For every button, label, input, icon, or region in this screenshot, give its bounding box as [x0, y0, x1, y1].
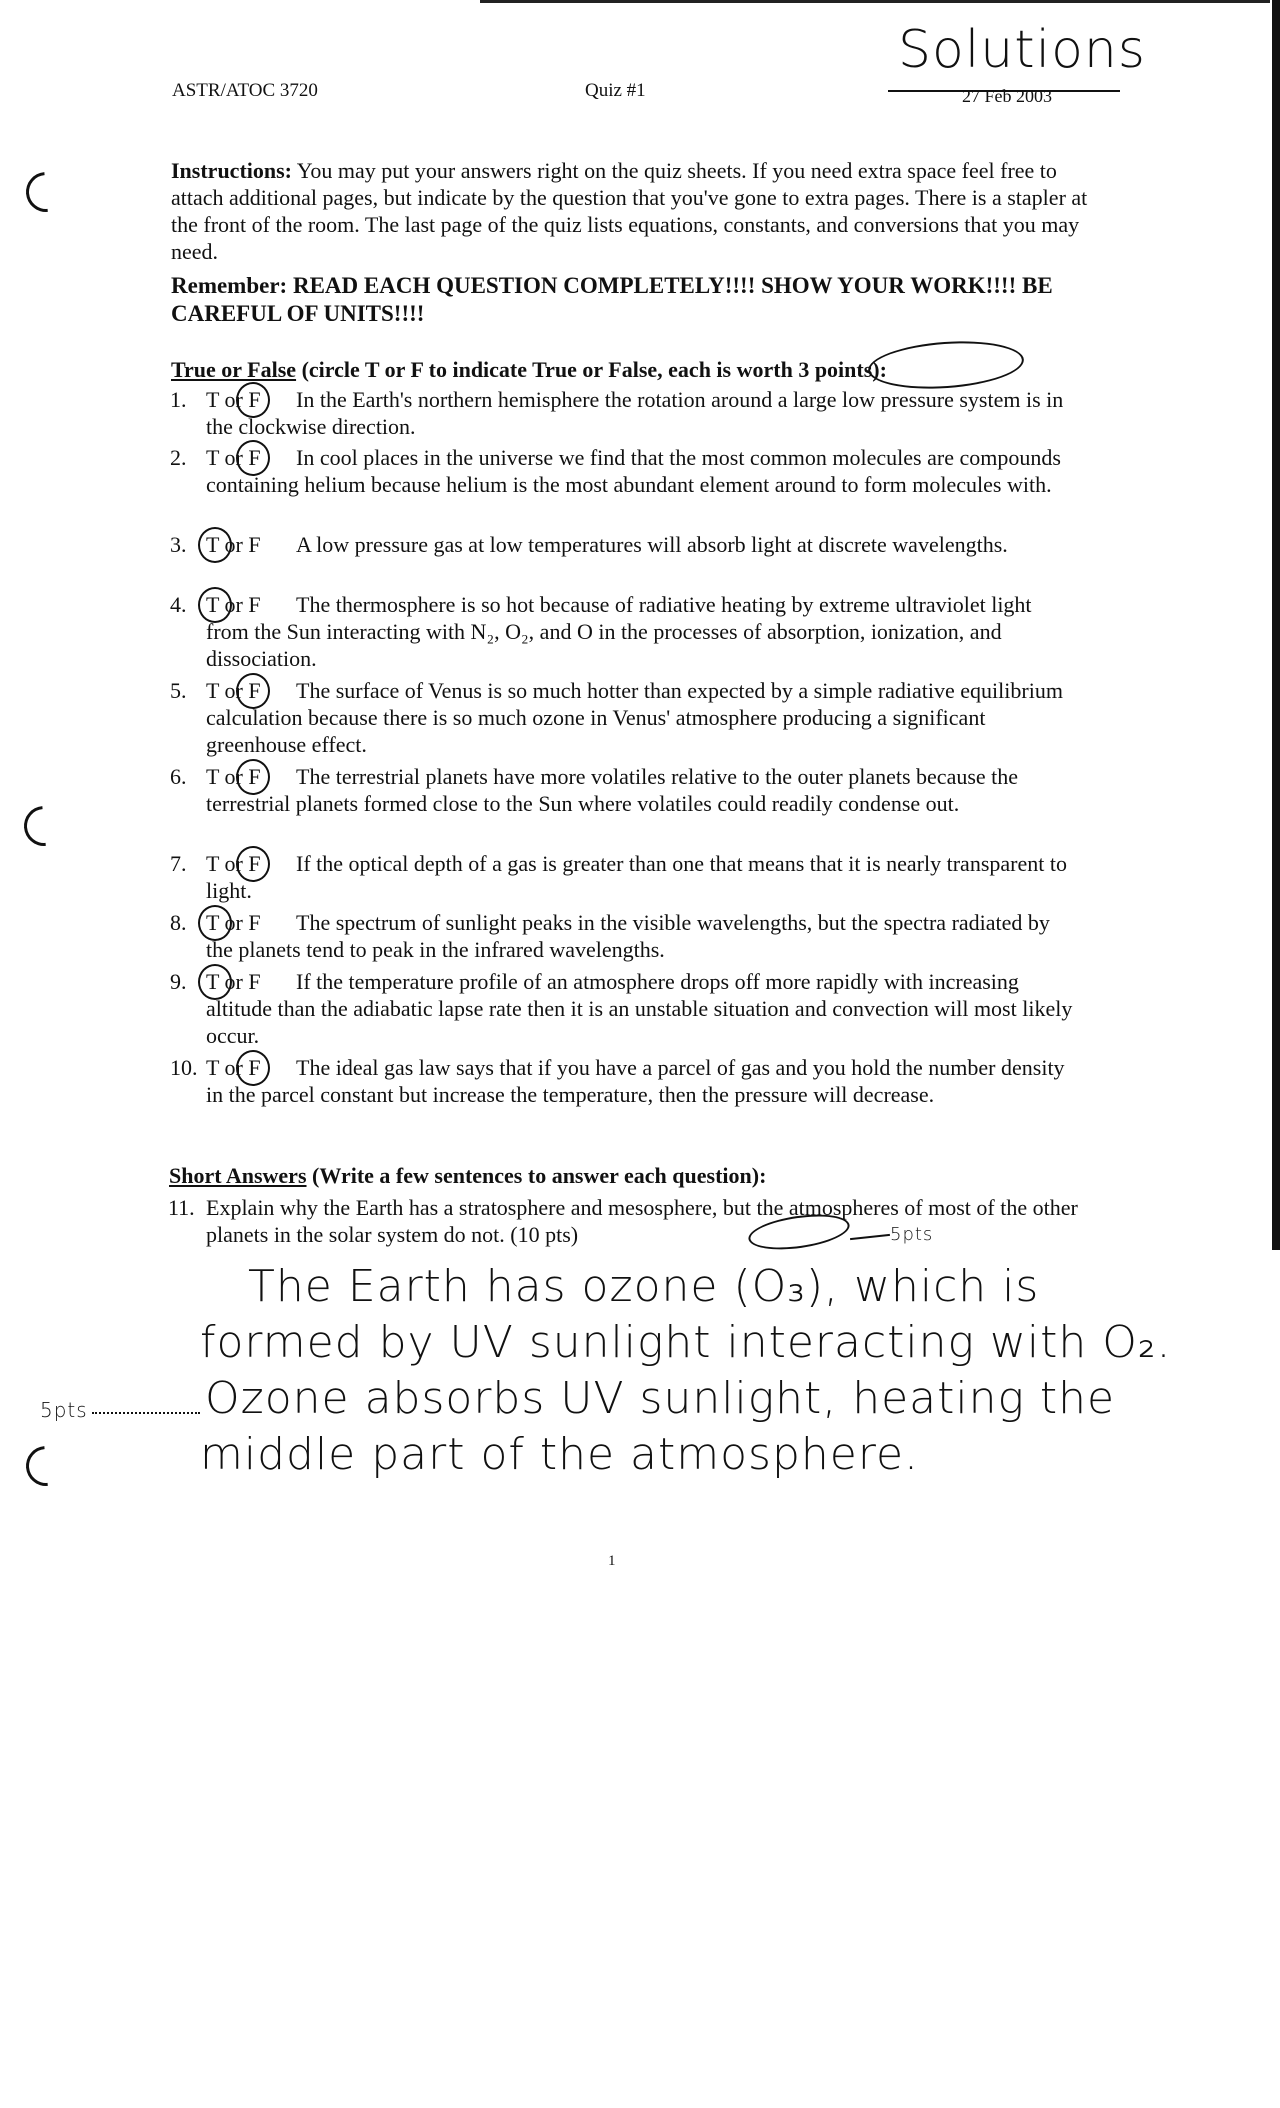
- margin-note-pts-left: 5pts: [40, 1398, 88, 1422]
- question-number: 6.: [170, 764, 187, 789]
- choice-t-or-f: T or F: [206, 764, 261, 789]
- question-text: In the Earth's northern hemisphere the rotation around a large low pressure system is in the clockwise direction.: [206, 387, 1064, 439]
- quiz-label: Quiz #1: [585, 80, 646, 101]
- question-8: [170, 909, 1075, 963]
- answer-circle-f: [236, 440, 270, 476]
- margin-check-mark: [18, 1438, 74, 1494]
- short-answers-title: Short Answers: [169, 1163, 307, 1188]
- answer-line-4: middle part of the atmosphere.: [200, 1429, 920, 1480]
- remember-note: Remember: READ EACH QUESTION COMPLETELY!!!! SHOW YOUR WORK!!!! BE CAREFUL OF UNITS!!!!: [171, 273, 1053, 326]
- instructions-label: Instructions:: [171, 158, 293, 183]
- margin-check-mark: [16, 798, 72, 854]
- question-3: [170, 531, 1075, 558]
- page-number: 1: [608, 1553, 616, 1569]
- choice-t-or-f: T or F: [206, 532, 261, 557]
- margin-check-mark: [18, 164, 74, 220]
- choice-t-or-f: T or F: [206, 969, 261, 994]
- question-text: The ideal gas law says that if you have a parcel of gas and you hold the number density in the parcel constant but increase the temperature, then the pressure will decrease.: [206, 1055, 1065, 1107]
- answer-circle-f: [236, 673, 270, 709]
- short-answers-heading: [169, 1163, 766, 1189]
- short-answers-subtitle: (Write a few sentences to answer each question):: [312, 1163, 767, 1188]
- choice-t-or-f: T or F: [206, 592, 261, 617]
- scan-right-edge: [1272, 0, 1280, 1250]
- true-false-title: True or False: [171, 357, 297, 382]
- answer-circle-f: [236, 382, 270, 418]
- question-number: 4.: [170, 592, 187, 617]
- question-7: [170, 850, 1075, 904]
- choice-t-or-f: T or F: [206, 387, 261, 412]
- instructions-text: You may put your answers right on the quiz sheets. If you need extra space feel free to attach additional pages, but indicate by the question that you've gone to extra pages. There is a stapler at the front of the room. The last page of the quiz lists equations, constants, and conversions that you may need.: [171, 158, 1088, 264]
- question-1: [170, 386, 1075, 440]
- choice-t-or-f: T or F: [206, 1055, 261, 1080]
- scan-top-edge: [480, 0, 1270, 3]
- question-text: The spectrum of sunlight peaks in the visible wavelengths, but the spectra radiated by the planets tend to peak in the infrared wavelengths.: [206, 910, 1050, 962]
- question-text: A low pressure gas at low temperatures will absorb light at discrete wavelengths.: [296, 532, 1008, 557]
- question-text: The terrestrial planets have more volatiles relative to the outer planets because the terrestrial planets formed close to the Sun where volatiles could readily condense out.: [206, 764, 1019, 816]
- answer-circle-t: [198, 905, 232, 941]
- quiz-date: 27 Feb 2003: [962, 86, 1052, 106]
- question-text: Explain why the Earth has a stratosphere and mesosphere, but the atmospheres of most of the other planets in the solar system do not. (10 pts): [206, 1195, 1078, 1247]
- question-text: If the temperature profile of an atmosphere drops off more rapidly with increasing altitude than the adiabatic lapse rate then it is an unstable situation and convection will most likely occur.: [206, 969, 1073, 1048]
- question-number: 11.: [168, 1195, 195, 1220]
- choice-t-or-f: T or F: [206, 678, 261, 703]
- choice-t-or-f: T or F: [206, 910, 261, 935]
- margin-note-pts-top: 5pts: [890, 1224, 934, 1245]
- course-label: ASTR/ATOC 3720: [172, 80, 318, 101]
- answer-line-2: formed by UV sunlight interacting with O₂.: [200, 1317, 1172, 1368]
- question-number: 2.: [170, 445, 187, 470]
- answer-circle-f: [236, 759, 270, 795]
- solutions-handwritten: Solutions: [898, 20, 1146, 80]
- instructions-block: [171, 157, 1111, 265]
- question-9: [170, 968, 1075, 1049]
- question-text: The thermosphere is so hot because of radiative heating by extreme ultraviolet light from the Sun interacting with N₂, O₂, and O in the processes of absorption, ionization, and dissociation.: [206, 592, 1032, 671]
- answer-line-1: The Earth has ozone (O₃), which is: [248, 1261, 1040, 1312]
- choice-t-or-f: T or F: [206, 851, 261, 876]
- answer-circle-t: [198, 964, 232, 1000]
- question-text: In cool places in the universe we find that the most common molecules are compounds containing helium because helium is the most abundant element around to form molecules with.: [206, 445, 1061, 497]
- points-circle-annotation: [867, 337, 1026, 394]
- question-number: 1.: [170, 387, 187, 412]
- question-6: [170, 763, 1075, 817]
- question-number: 5.: [170, 678, 187, 703]
- choice-t-or-f: T or F: [206, 445, 261, 470]
- question-10: [170, 1054, 1075, 1108]
- question-number: 10.: [170, 1055, 198, 1080]
- question-4: [170, 591, 1075, 672]
- question-number: 9.: [170, 969, 187, 994]
- answer-line-3: Ozone absorbs UV sunlight, heating the: [205, 1373, 1116, 1424]
- question-text: If the optical depth of a gas is greater than one that means that it is nearly transparent to light.: [206, 851, 1067, 903]
- annotation-arrow-left: [92, 1412, 200, 1414]
- answer-circle-t: [198, 587, 232, 623]
- question-number: 3.: [170, 532, 187, 557]
- question-number: 8.: [170, 910, 187, 935]
- true-false-heading: [171, 357, 887, 383]
- answer-circle-f: [236, 846, 270, 882]
- answer-circle-f: [236, 1050, 270, 1086]
- question-11: [168, 1194, 1078, 1248]
- question-2: [170, 444, 1075, 498]
- question-5: [170, 677, 1075, 758]
- question-number: 7.: [170, 851, 187, 876]
- true-false-subtitle: (circle T or F to indicate True or False, each is worth 3 points):: [301, 357, 887, 382]
- answer-circle-t: [198, 527, 232, 563]
- question-text: The surface of Venus is so much hotter than expected by a simple radiative equilibrium calculation because there is so much ozone in Venus' atmosphere producing a significant greenhouse effect.: [206, 678, 1063, 757]
